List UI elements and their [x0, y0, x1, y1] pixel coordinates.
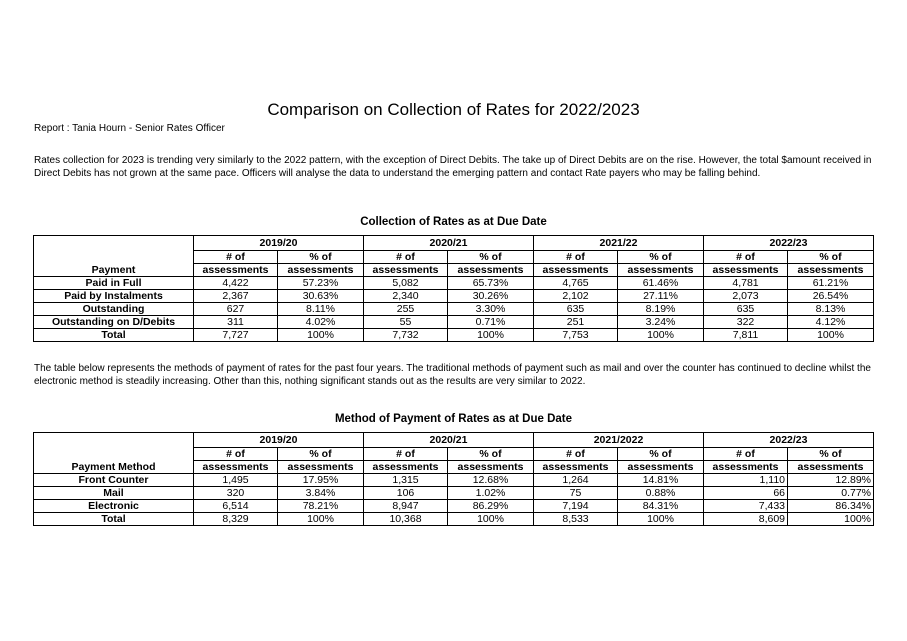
cell-value: 8,533: [534, 513, 618, 526]
pct-header-top: % of: [448, 448, 534, 461]
count-header-top: # of: [194, 448, 278, 461]
cell-value: 8,947: [364, 500, 448, 513]
pct-header-top: % of: [788, 251, 874, 264]
collection-of-rates-table: [33, 235, 874, 342]
cell-value: 8.13%: [788, 303, 874, 316]
row-label-header: Payment: [34, 264, 194, 277]
cell-value: 17.95%: [278, 474, 364, 487]
row-label: Paid by Instalments: [34, 290, 194, 303]
cell-value: 635: [704, 303, 788, 316]
cell-value: 78.21%: [278, 500, 364, 513]
year-header: 2021/22: [534, 236, 704, 251]
method-of-payment-table: [33, 432, 874, 526]
cell-value: 14.81%: [618, 474, 704, 487]
count-header-bottom: assessments: [364, 264, 448, 277]
cell-value: 61.46%: [618, 277, 704, 290]
table-row-total: [34, 329, 874, 342]
header-blank: [34, 433, 194, 448]
cell-value: 55: [364, 316, 448, 329]
cell-value: 5,082: [364, 277, 448, 290]
cell-value: 100%: [448, 513, 534, 526]
cell-value: 100%: [788, 329, 874, 342]
cell-value: 8,329: [194, 513, 278, 526]
count-header-bottom: assessments: [704, 264, 788, 277]
cell-value: 251: [534, 316, 618, 329]
cell-value: 7,753: [534, 329, 618, 342]
count-header-top: # of: [534, 448, 618, 461]
row-label: Total: [34, 329, 194, 342]
pct-header-top: % of: [278, 251, 364, 264]
summary-paragraph-methods: The table below represents the methods of payment of rates for the past four years. The traditional methods of payment such as mail and over the counter has continued to decline whilst the electronic method is steadily increasing. Other than this, nothing significant stands out as the results are very similar to 2022.: [34, 363, 871, 388]
cell-value: 8,609: [704, 513, 788, 526]
cell-value: 3.24%: [618, 316, 704, 329]
row-label: Total: [34, 513, 194, 526]
pct-header-top: % of: [278, 448, 364, 461]
cell-value: 8.11%: [278, 303, 364, 316]
cell-value: 4,765: [534, 277, 618, 290]
year-header: 2019/20: [194, 236, 364, 251]
row-label: Outstanding: [34, 303, 194, 316]
year-header: 2019/20: [194, 433, 364, 448]
table-row: [34, 474, 874, 487]
cell-value: 100%: [278, 329, 364, 342]
cell-value: 7,433: [704, 500, 788, 513]
row-label: Electronic: [34, 500, 194, 513]
pct-header-bottom: assessments: [618, 461, 704, 474]
count-header-bottom: assessments: [704, 461, 788, 474]
cell-value: 1,264: [534, 474, 618, 487]
cell-value: 66: [704, 487, 788, 500]
cell-value: 7,811: [704, 329, 788, 342]
table-row-total: [34, 513, 874, 526]
table-row: [34, 290, 874, 303]
cell-value: 86.34%: [788, 500, 874, 513]
cell-value: 100%: [618, 513, 704, 526]
table-title-methods: Method of Payment of Rates as at Due Date: [334, 413, 573, 425]
cell-value: 4,781: [704, 277, 788, 290]
cell-value: 75: [534, 487, 618, 500]
count-header-bottom: assessments: [194, 264, 278, 277]
pct-header-bottom: assessments: [618, 264, 704, 277]
pct-header-bottom: assessments: [448, 264, 534, 277]
count-header-top: # of: [704, 251, 788, 264]
year-header: 2020/21: [364, 433, 534, 448]
year-header: 2021/2022: [534, 433, 704, 448]
pct-header-top: % of: [788, 448, 874, 461]
count-header-top: # of: [534, 251, 618, 264]
summary-paragraph-collection: Rates collection for 2023 is trending very similarly to the 2022 pattern, with the exception of Direct Debits. The take up of Direct Debits are on the rise. However, the total $amount received in Direct Debits has not grown at the same pace. Officers will analyse the data to understand the emerging pattern and contact Rate payers who may be falling behind.: [34, 155, 872, 180]
year-header: 2022/23: [704, 433, 874, 448]
cell-value: 27.11%: [618, 290, 704, 303]
cell-value: 7,194: [534, 500, 618, 513]
cell-value: 0.77%: [788, 487, 874, 500]
cell-value: 86.29%: [448, 500, 534, 513]
table-row: [34, 487, 874, 500]
cell-value: 2,102: [534, 290, 618, 303]
cell-value: 1.02%: [448, 487, 534, 500]
cell-value: 1,110: [704, 474, 788, 487]
report-author-line: Report : Tania Hourn - Senior Rates Officer: [34, 123, 225, 134]
header-blank: [34, 448, 194, 461]
table-row: [34, 316, 874, 329]
count-header-bottom: assessments: [534, 264, 618, 277]
row-label: Outstanding on D/Debits: [34, 316, 194, 329]
pct-header-bottom: assessments: [788, 461, 874, 474]
cell-value: 320: [194, 487, 278, 500]
pct-header-top: % of: [448, 251, 534, 264]
cell-value: 1,315: [364, 474, 448, 487]
cell-value: 100%: [448, 329, 534, 342]
pct-header-top: % of: [618, 448, 704, 461]
cell-value: 8.19%: [618, 303, 704, 316]
cell-value: 10,368: [364, 513, 448, 526]
row-label: Paid in Full: [34, 277, 194, 290]
header-blank: [34, 251, 194, 264]
cell-value: 7,732: [364, 329, 448, 342]
count-header-bottom: assessments: [364, 461, 448, 474]
cell-value: 106: [364, 487, 448, 500]
cell-value: 12.68%: [448, 474, 534, 487]
cell-value: 4.02%: [278, 316, 364, 329]
cell-value: 3.30%: [448, 303, 534, 316]
cell-value: 627: [194, 303, 278, 316]
year-header: 2020/21: [364, 236, 534, 251]
table-row: [34, 277, 874, 290]
cell-value: 100%: [618, 329, 704, 342]
cell-value: 65.73%: [448, 277, 534, 290]
cell-value: 26.54%: [788, 290, 874, 303]
count-header-top: # of: [364, 448, 448, 461]
cell-value: 3.84%: [278, 487, 364, 500]
pct-header-bottom: assessments: [448, 461, 534, 474]
cell-value: 311: [194, 316, 278, 329]
cell-value: 322: [704, 316, 788, 329]
cell-value: 2,073: [704, 290, 788, 303]
cell-value: 0.88%: [618, 487, 704, 500]
row-label: Mail: [34, 487, 194, 500]
pct-header-bottom: assessments: [278, 461, 364, 474]
cell-value: 4,422: [194, 277, 278, 290]
cell-value: 7,727: [194, 329, 278, 342]
row-label: Front Counter: [34, 474, 194, 487]
cell-value: 6,514: [194, 500, 278, 513]
cell-value: 30.26%: [448, 290, 534, 303]
cell-value: 84.31%: [618, 500, 704, 513]
count-header-top: # of: [364, 251, 448, 264]
cell-value: 57.23%: [278, 277, 364, 290]
count-header-bottom: assessments: [534, 461, 618, 474]
cell-value: 0.71%: [448, 316, 534, 329]
row-label-header: Payment Method: [34, 461, 194, 474]
count-header-top: # of: [194, 251, 278, 264]
table-row: [34, 303, 874, 316]
page-title: Comparison on Collection of Rates for 2022/2023: [267, 100, 640, 119]
pct-header-top: % of: [618, 251, 704, 264]
cell-value: 12.89%: [788, 474, 874, 487]
pct-header-bottom: assessments: [278, 264, 364, 277]
count-header-top: # of: [704, 448, 788, 461]
cell-value: 4.12%: [788, 316, 874, 329]
cell-value: 1,495: [194, 474, 278, 487]
cell-value: 100%: [788, 513, 874, 526]
count-header-bottom: assessments: [194, 461, 278, 474]
cell-value: 100%: [278, 513, 364, 526]
cell-value: 2,367: [194, 290, 278, 303]
cell-value: 61.21%: [788, 277, 874, 290]
table-title-collection: Collection of Rates as at Due Date: [360, 216, 547, 228]
header-blank: [34, 236, 194, 251]
cell-value: 30.63%: [278, 290, 364, 303]
cell-value: 2,340: [364, 290, 448, 303]
cell-value: 255: [364, 303, 448, 316]
table-row: [34, 500, 874, 513]
pct-header-bottom: assessments: [788, 264, 874, 277]
cell-value: 635: [534, 303, 618, 316]
year-header: 2022/23: [704, 236, 874, 251]
